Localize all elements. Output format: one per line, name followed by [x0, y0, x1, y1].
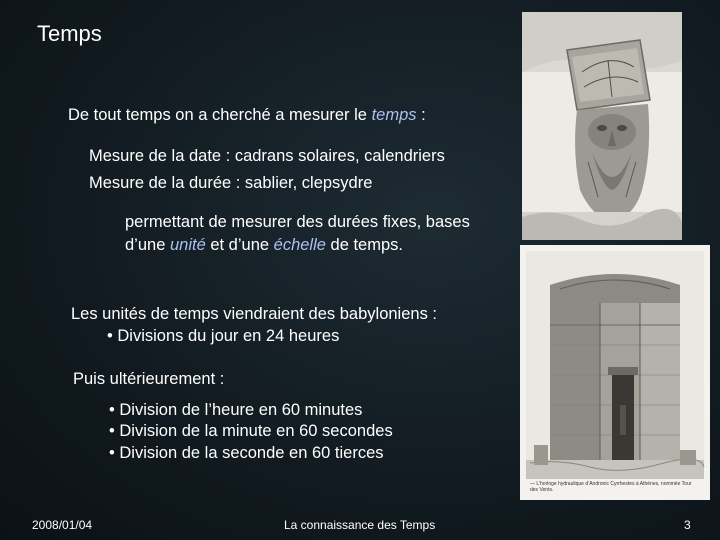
- footer-title: La connaissance des Temps: [284, 518, 436, 532]
- later-bullet-2: • Division de la minute en 60 secondes: [109, 422, 393, 440]
- later-bullet-1: • Division de l’heure en 60 minutes: [109, 401, 363, 419]
- para-line-2: [125, 236, 403, 255]
- babylon-bullet: • Divisions du jour en 24 heures: [107, 327, 340, 345]
- slide-title: Temps: [37, 21, 102, 46]
- sundial-illustration: [522, 12, 682, 240]
- sundial-photo: [522, 12, 682, 240]
- later-bullet-3: • Division de la seconde en 60 tierces: [109, 444, 384, 462]
- tower-caption: — L’horloge hydraulique d’Andronic Cyrrhestes à Athènes, nommée Tour des Vents.: [530, 481, 692, 493]
- para-text-b: et d’une: [205, 236, 274, 254]
- later-line: Puis ultérieurement :: [73, 370, 225, 388]
- tower-illustration: [520, 245, 710, 500]
- babylon-line: Les unités de temps viendraient des babyloniens :: [71, 305, 437, 323]
- para-emphasis-echelle: échelle: [273, 236, 326, 254]
- item-date: Mesure de la date : cadrans solaires, calendriers: [89, 147, 445, 165]
- intro-prefix: De tout temps on a cherché a mesurer le: [68, 106, 372, 124]
- para-emphasis-unite: unité: [169, 236, 206, 254]
- intro-suffix: :: [416, 106, 426, 124]
- intro-emphasis: temps: [371, 106, 417, 124]
- footer-date: 2008/01/04: [32, 518, 93, 532]
- item-duration: Mesure de la durée : sablier, clepsydre: [89, 174, 373, 192]
- intro-line: [68, 106, 426, 125]
- para-line-1: permettant de mesurer des durées fixes, bases: [125, 213, 470, 231]
- para-text-c: de temps.: [325, 236, 403, 254]
- tower-of-winds-photo: [520, 245, 710, 500]
- page-number: 3: [684, 518, 691, 532]
- para-text-a: d’une: [125, 236, 170, 254]
